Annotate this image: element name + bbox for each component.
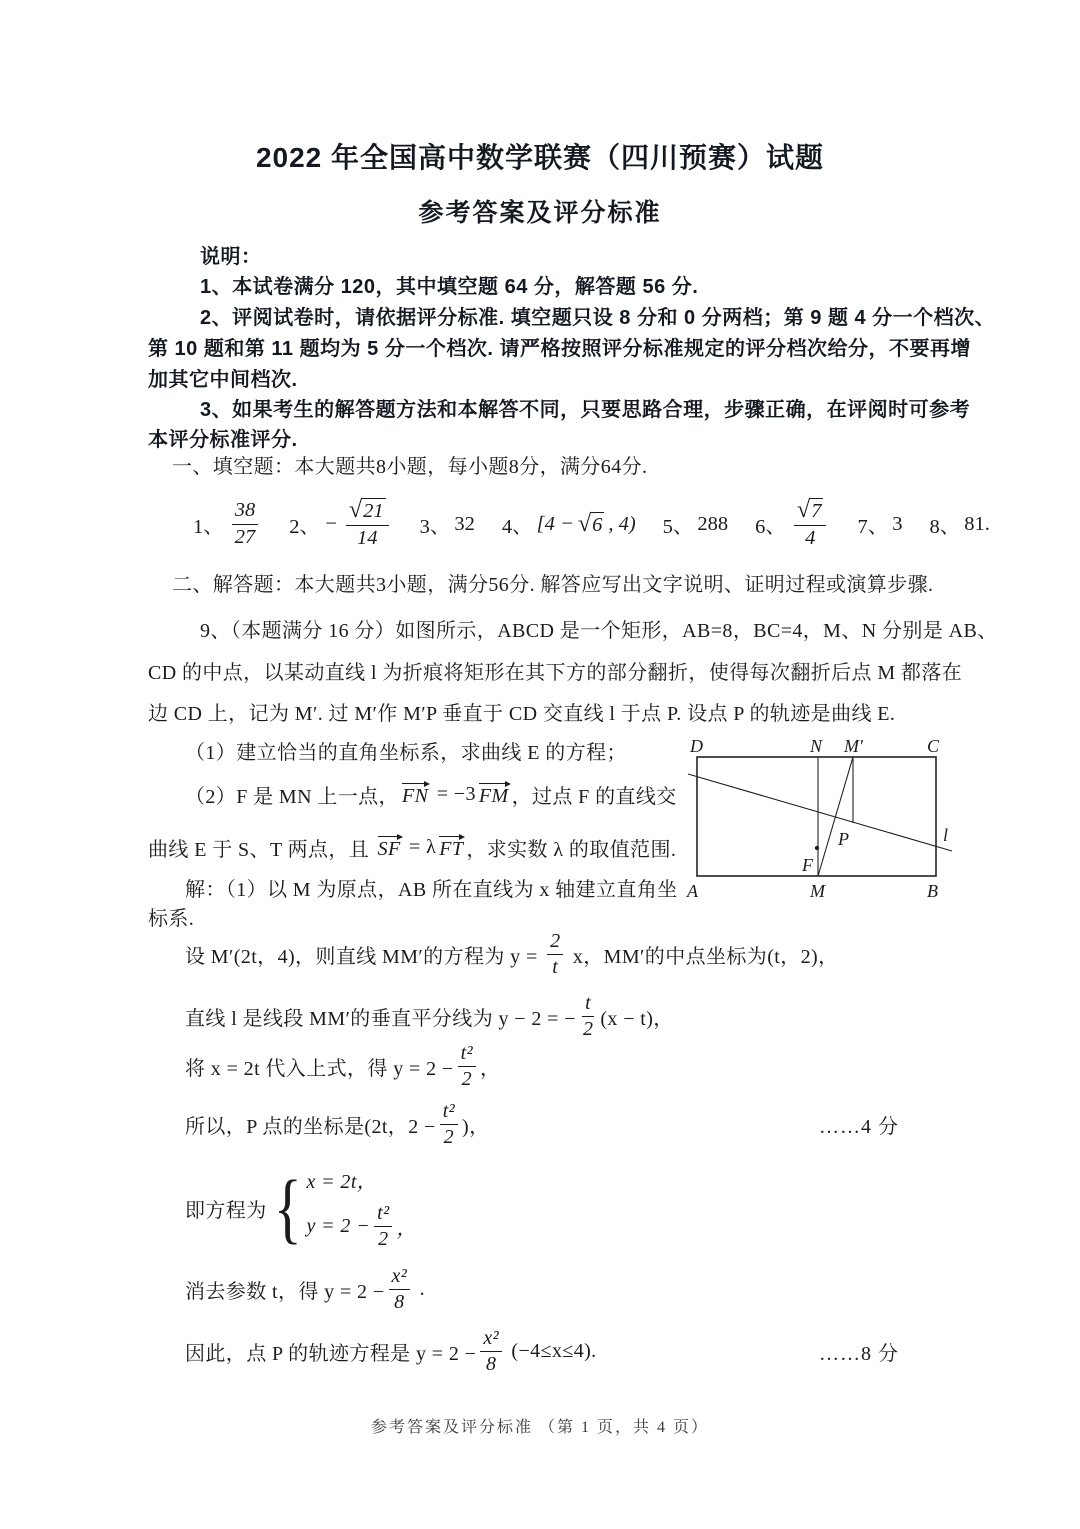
fill-in-answers-row bbox=[193, 492, 990, 556]
left-brace: { bbox=[273, 1163, 302, 1251]
text-segment: )， bbox=[462, 1115, 490, 1138]
figure-label-M-prime: M′ bbox=[844, 736, 863, 756]
equation-system bbox=[306, 1165, 416, 1251]
fraction-denominator: 2 bbox=[461, 1067, 472, 1090]
fraction-denominator: 8 bbox=[394, 1290, 405, 1313]
text-segment: 直线 l 是线段 MM′的垂直平分线为 y − 2 = − bbox=[185, 1007, 576, 1030]
point-F-dot bbox=[815, 846, 819, 850]
note-item-2-line3: 加其它中间档次. bbox=[148, 369, 298, 391]
answer-value: 32 bbox=[454, 512, 475, 535]
answer-number: 5、 bbox=[662, 516, 694, 538]
text-segment: y = 2 − bbox=[306, 1215, 371, 1237]
solution-system bbox=[185, 1165, 417, 1251]
answer-value: 3 bbox=[892, 512, 903, 535]
fraction bbox=[374, 1202, 392, 1251]
score-badge-8: ……8 分 bbox=[819, 1342, 899, 1365]
text-segment: ，过点 F 的直线交 bbox=[511, 786, 677, 808]
figure-label-A: A bbox=[687, 881, 698, 901]
fraction-denominator: 2 bbox=[582, 1017, 594, 1040]
solution-line1b: 标系. bbox=[148, 908, 195, 930]
solution-line7 bbox=[185, 1263, 425, 1315]
vector-SF: SF bbox=[378, 834, 401, 861]
radical bbox=[348, 495, 386, 523]
note-item-1: 1、本试卷满分 120，其中填空题 64 分，解答题 56 分. bbox=[200, 276, 699, 298]
fraction-denominator: 4 bbox=[805, 526, 816, 549]
fraction-denominator: 2 bbox=[378, 1228, 389, 1250]
fraction-numerator: t² bbox=[374, 1202, 392, 1227]
fraction-denominator: 2 bbox=[443, 1125, 455, 1148]
fraction bbox=[458, 1042, 476, 1091]
figure-label-P: P bbox=[838, 829, 849, 849]
answer-number: 3、 bbox=[419, 516, 451, 538]
fraction-numerator: x² bbox=[389, 1265, 411, 1290]
text-segment: 所以，P 点的坐标是(2t，2 − bbox=[185, 1115, 436, 1138]
fraction-numerator: t² bbox=[440, 1100, 458, 1125]
fraction-numerator bbox=[794, 495, 827, 526]
system-equation-1: x = 2t， bbox=[306, 1171, 378, 1193]
text-segment: 设 M′(2t，4)，则直线 MM′的方程为 y = bbox=[185, 945, 544, 968]
answer-number: 2、 bbox=[289, 516, 320, 538]
solve-section-heading: 二、解答题：本大题共3小题，满分56分. 解答应写出文字说明、证明过程或演算步骤. bbox=[172, 574, 934, 596]
text-segment: . bbox=[414, 1277, 426, 1300]
text-segment: = λ bbox=[403, 836, 437, 858]
score-badge-4: ……4 分 bbox=[819, 1115, 899, 1138]
figure-label-B: B bbox=[927, 881, 938, 901]
page-subtitle: 参考答案及评分标准 bbox=[418, 199, 662, 227]
text-segment: ，求实数 λ 的取值范围. bbox=[466, 839, 677, 861]
note-item-2-line1: 2、评阅试卷时，请依据评分标准. 填空题只设 8 分和 0 分两档；第 9 题 4 分一个档次、 bbox=[200, 307, 996, 329]
notes-heading: 说明： bbox=[200, 246, 262, 268]
fraction-numerator bbox=[346, 495, 389, 526]
fraction bbox=[547, 930, 563, 979]
text-segment: 曲线 E 于 S、T 两点，且 bbox=[148, 839, 375, 861]
fraction bbox=[389, 1265, 411, 1314]
figure-label-l: l bbox=[943, 825, 949, 845]
fraction-numerator: t² bbox=[458, 1042, 476, 1067]
fraction-denominator: 27 bbox=[234, 525, 256, 548]
fold-line-l bbox=[688, 774, 952, 851]
answer-number: 1、 bbox=[193, 516, 224, 538]
page-footer: 参考答案及评分标准 （第 1 页，共 4 页） bbox=[370, 1419, 709, 1436]
figure-label-M: M bbox=[810, 881, 825, 901]
rectangle-ABCD bbox=[697, 757, 936, 876]
answer-number: 6、 bbox=[755, 516, 786, 538]
radical-sign: √ bbox=[796, 495, 811, 523]
problem9-part2-line1 bbox=[185, 772, 677, 809]
text-segment: (x − t)， bbox=[600, 1007, 674, 1030]
minus-sign: − bbox=[324, 512, 338, 535]
answer-value: 81. bbox=[964, 512, 990, 535]
fraction-denominator: 8 bbox=[485, 1352, 497, 1375]
text-segment: 因此，点 P 的轨迹方程是 y = 2 − bbox=[185, 1342, 477, 1365]
solution-line3 bbox=[185, 990, 674, 1042]
text-segment: 消去参数 t，得 y = 2 − bbox=[185, 1280, 385, 1303]
fraction-denominator: t bbox=[552, 955, 559, 978]
answer-item-8 bbox=[929, 509, 989, 539]
vector-FT: FT bbox=[439, 834, 463, 861]
problem9-line3: 边 CD 上，记为 M′. 过 M′作 M′P 垂直于 CD 交直线 l 于点 P. 设点 P 的轨迹是曲线 E. bbox=[148, 703, 896, 725]
solution-line4 bbox=[185, 1040, 500, 1092]
fraction bbox=[794, 495, 827, 550]
radicand: 21 bbox=[363, 499, 384, 522]
radical-sign: √ bbox=[348, 495, 363, 523]
solution-line5 bbox=[185, 1098, 933, 1150]
fraction-numerator: 38 bbox=[232, 499, 259, 525]
problem9-part1: （1）建立恰当的直角坐标系，求曲线 E 的方程； bbox=[185, 742, 627, 764]
problem9-line1: 9、（本题满分 16 分）如图所示，ABCD 是一个矩形，AB=8，BC=4，M、N 分别是 AB、 bbox=[200, 620, 998, 642]
answer-item-6 bbox=[755, 495, 830, 550]
note-item-3-line1: 3、如果考生的解答题方法和本解答不同，只要思路合理，步骤正确，在评阅时可参考 bbox=[200, 399, 971, 421]
problem9-line2: CD 的中点，以某动直线 l 为折痕将矩形在其下方的部分翻折，使得每次翻折后点 M 都落在 bbox=[148, 662, 963, 684]
answer-item-2 bbox=[289, 495, 392, 550]
fraction bbox=[580, 992, 596, 1041]
answer-number: 7、 bbox=[857, 516, 889, 538]
fraction-numerator: 2 bbox=[547, 930, 563, 955]
problem9-part2-line2 bbox=[148, 825, 676, 862]
note-item-3-line2: 本评分标准评分. bbox=[148, 429, 298, 451]
radicand: 6 bbox=[592, 513, 603, 536]
fraction-numerator: x² bbox=[480, 1327, 502, 1352]
answer-item-3 bbox=[420, 509, 475, 539]
vector-FN: FN bbox=[402, 781, 428, 808]
text-segment: ， bbox=[396, 1218, 417, 1240]
solution-line2 bbox=[185, 928, 839, 980]
solution-line1: 解：（1）以 M 为原点，AB 所在直线为 x 轴建立直角坐 bbox=[185, 879, 678, 901]
problem9-figure bbox=[640, 725, 980, 910]
fraction bbox=[232, 499, 259, 549]
answer-value: , 4) bbox=[608, 512, 636, 535]
fraction bbox=[346, 495, 389, 550]
answer-item-4 bbox=[502, 509, 636, 539]
text-segment: 将 x = 2t 代入上式，得 y = 2 − bbox=[185, 1057, 454, 1080]
figure-label-F: F bbox=[802, 855, 813, 875]
figure-label-C: C bbox=[927, 736, 940, 756]
text-segment: x，MM′的中点坐标为(t，2)， bbox=[567, 945, 839, 968]
fraction-numerator: t bbox=[582, 992, 594, 1017]
solution-line8 bbox=[185, 1325, 933, 1377]
figure-label-D: D bbox=[690, 736, 703, 756]
answer-item-7 bbox=[857, 509, 902, 539]
radical bbox=[796, 495, 824, 523]
fraction bbox=[440, 1100, 458, 1149]
radical-sign: √ bbox=[577, 509, 592, 537]
text-segment: ， bbox=[479, 1057, 501, 1080]
answer-item-1 bbox=[193, 499, 262, 549]
radicand: 7 bbox=[811, 499, 822, 522]
text-segment: 即方程为 bbox=[185, 1199, 267, 1222]
note-item-2-line2: 第 10 题和第 11 题均为 5 分一个档次. 请严格按照评分标准规定的评分档次给分，不要再增 bbox=[148, 338, 971, 360]
text-segment: （2）F 是 MN 上一点， bbox=[185, 786, 399, 808]
fill-in-section-heading: 一、填空题：本大题共8小题，每小题8分，满分64分. bbox=[172, 456, 648, 478]
answer-number: 8、 bbox=[929, 516, 961, 538]
answer-value: [4 − bbox=[536, 512, 574, 535]
page-title: 2022 年全国高中数学联赛（四川预赛）试题 bbox=[255, 142, 825, 173]
answer-value: 288 bbox=[697, 512, 729, 535]
text-segment: = −3 bbox=[431, 783, 476, 805]
system-equation-2 bbox=[306, 1202, 416, 1251]
answer-number: 4、 bbox=[501, 516, 533, 538]
figure-label-N: N bbox=[810, 736, 823, 756]
text-segment: (−4≤x≤4). bbox=[506, 1339, 597, 1362]
answer-item-5 bbox=[663, 509, 729, 539]
vector-FM: FM bbox=[479, 781, 509, 808]
fraction-denominator: 14 bbox=[356, 526, 378, 549]
fraction bbox=[480, 1327, 502, 1376]
radical bbox=[577, 509, 605, 537]
